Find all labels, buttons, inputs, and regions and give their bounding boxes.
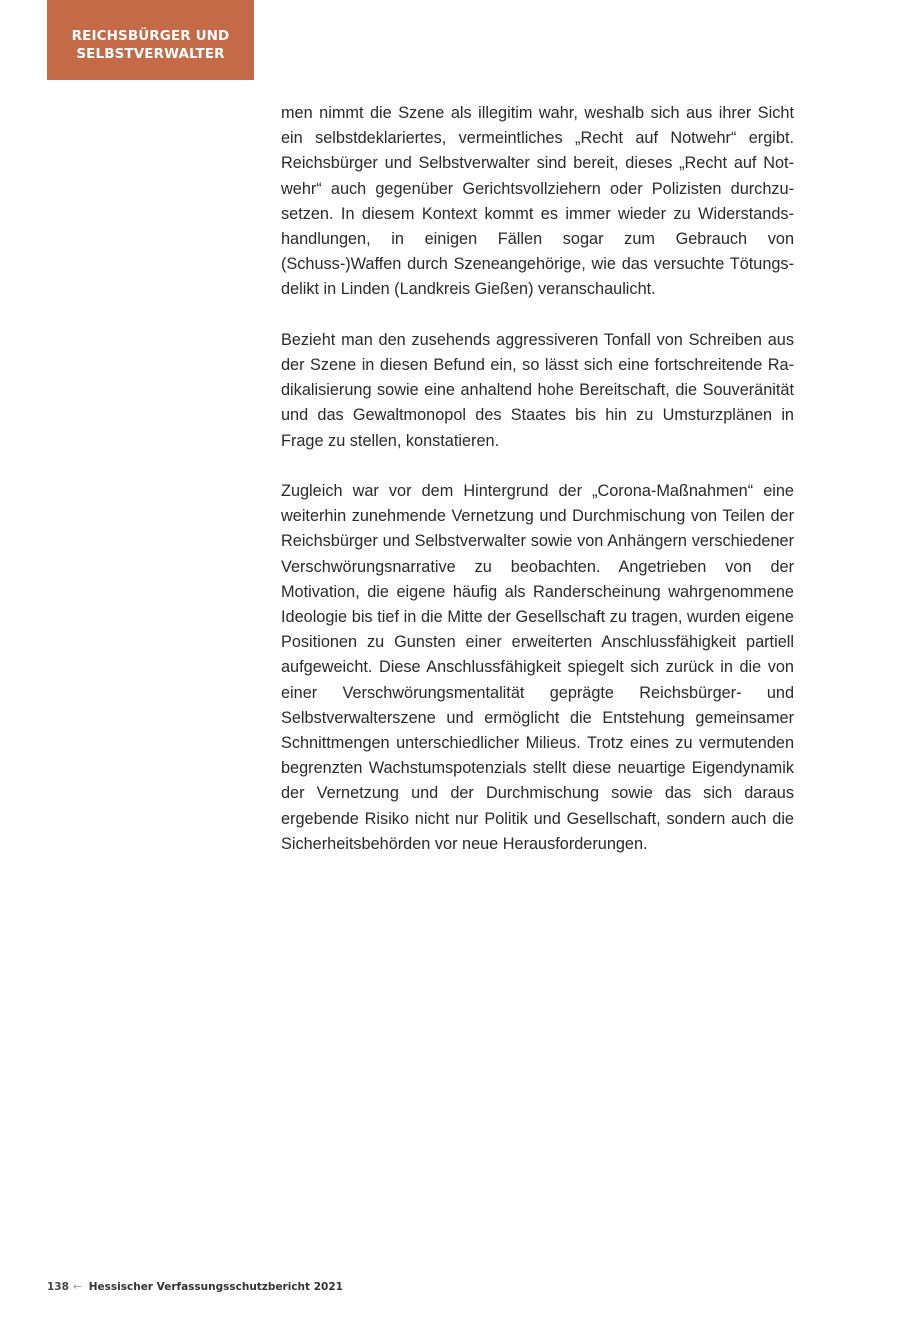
back-arrow-icon[interactable]: ←	[72, 1281, 82, 1293]
page-number: 138	[47, 1281, 69, 1293]
paragraph-1: men nimmt die Szene als illegitim wahr, weshalb sich aus ihrer Sicht ein selbstdeklariertes, vermeintliches „Recht auf Notwehr“ ergibt. Reichsbürger und Selbstverwalter sind bereit, dieses „Recht auf Notwehr“ auch gegenüber Gerichtsvollziehern oder Polizisten durchzusetzen. In diesem Kontext kommt es immer wieder zu Widerstandshandlungen, in einigen Fällen sogar zum Gebrauch von (Schuss-)Waffen durch Szeneangehörige, wie das versuchte Tötungsdelikt in Linden (Landkreis Gießen) veranschaulicht.	[281, 104, 794, 299]
body-text	[281, 101, 794, 882]
publication-title: Hessischer Verfassungsschutzbericht 2021	[88, 1281, 343, 1293]
section-title-line-2: SELBSTVERWALTER	[76, 46, 225, 62]
section-title-line-1: REICHSBÜRGER UND	[71, 28, 230, 44]
section-header-tab	[47, 0, 254, 80]
paragraph-2: Bezieht man den zusehends aggressiveren Tonfall von Schreiben aus der Szene in diesen Befund ein, so lässt sich eine fortschreitende Radikalisierung sowie eine anhaltend hohe Bereitschaft, die Souveränität und das Gewaltmonopol des Staates bis hin zu Umsturzplänen in Frage zu stellen, konstatieren.	[281, 330, 794, 450]
paragraph-3: Zugleich war vor dem Hintergrund der „Corona-Maßnahmen“ eine weiterhin zunehmende Vernetzung und Durchmischung von Teilen der Reichsbürger und Selbstverwalter sowie von Anhängern verschiedener Verschwörungsnarrative zu beobachten. Angetrieben von der Motivation, die eigene häufig als Randerscheinung wahrgenommene Ideologie bis tief in die Mitte der Gesellschaft zu tragen, wurden eigene Positionen zu Gunsten einer erweiterten Anschlussfähigkeit partiell aufgeweicht. Diese Anschlussfähigkeit spiegelt sich zurück in die von einer Verschwörungsmentalität geprägte Reichsbürger- und Selbstverwalterszene und ermöglicht die Entstehung gemeinsamer Schnittmengen unterschiedlicher Milieus. Trotz eines zu vermutenden begrenzten Wachstumspotenzials stellt diese neuartige Eigendynamik der Vernetzung und der Durchmischung sowie das sich daraus ergebende Risiko nicht nur Politik und Gesellschaft, sondern auch die Sicherheitsbehörden vor neue Herausforderungen.	[281, 482, 794, 853]
page-footer	[47, 1281, 343, 1293]
